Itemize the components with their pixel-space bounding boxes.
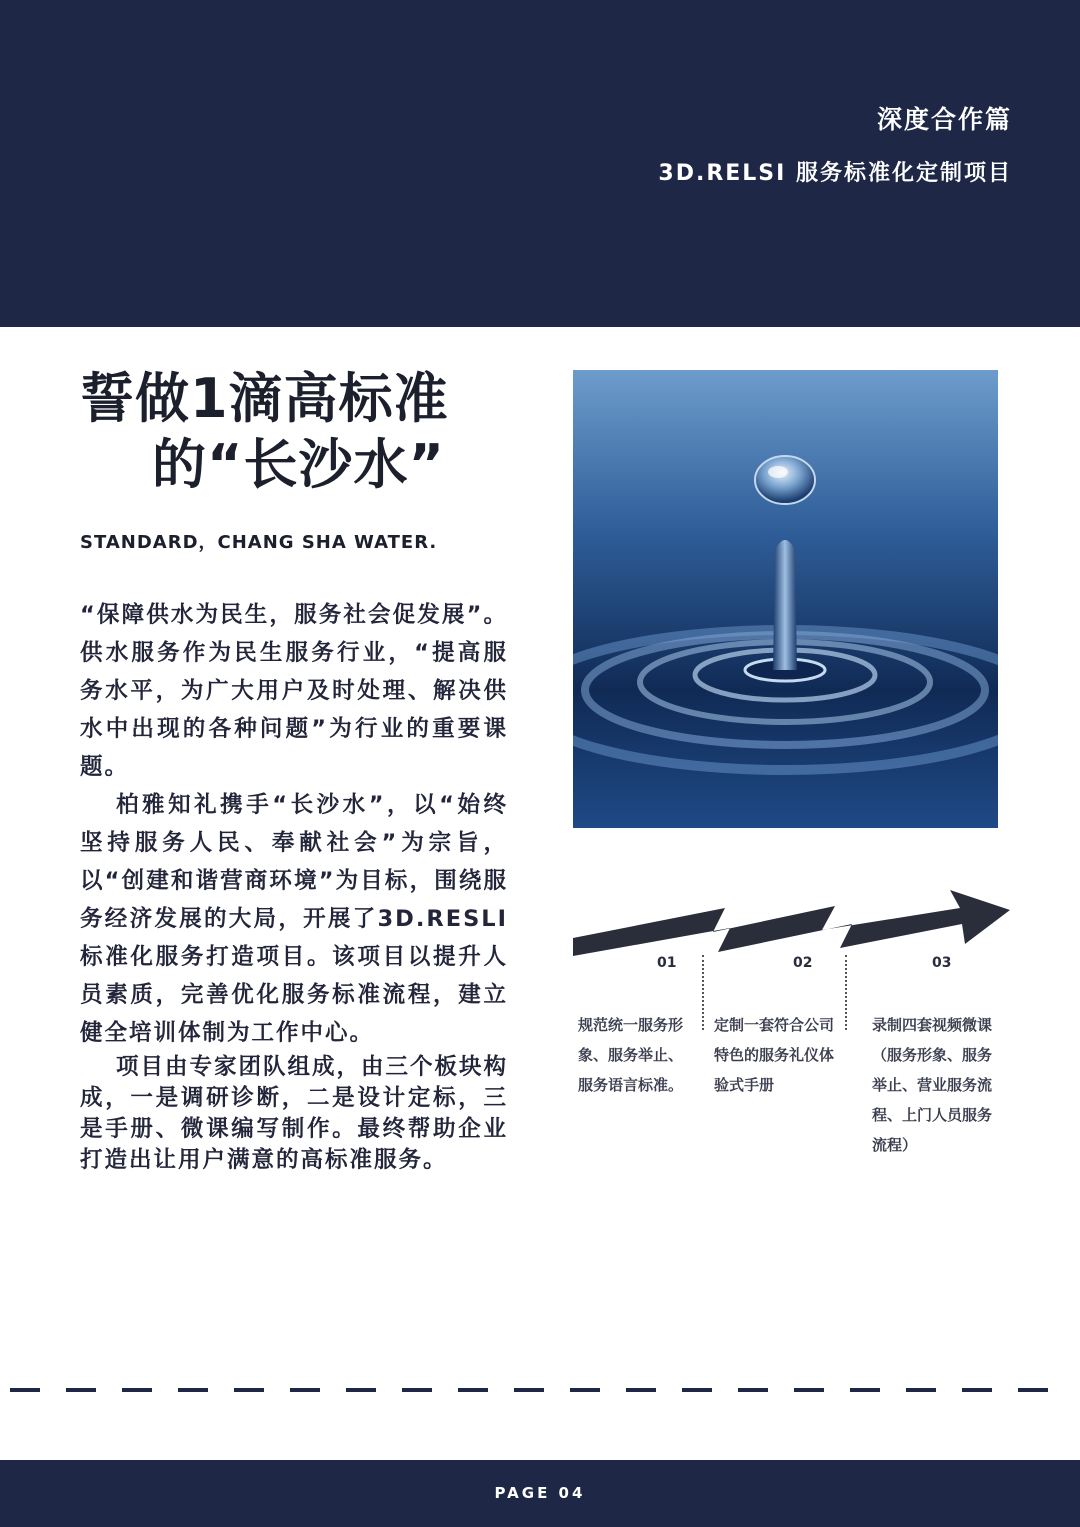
footer-bar [0, 1460, 1080, 1527]
step-divider-2 [845, 955, 847, 1030]
zigzag-arrow-icon [570, 880, 1020, 960]
project-label: 3D.RELSI 服务标准化定制项目 [658, 161, 1012, 186]
title-line-2: 的“长沙水” [152, 433, 445, 496]
water-drop-photo [573, 370, 998, 828]
step-number-1: 01 [657, 955, 677, 971]
step-text-1: 规范统一服务形象、服务举止、服务语言标准。 [578, 1016, 684, 1094]
water-drop-image [573, 370, 998, 828]
progress-arrow [570, 880, 1020, 960]
body-text [80, 596, 508, 1176]
step-divider-1 [702, 955, 704, 1030]
paragraph-1: “保障供水为民生，服务社会促发展”。供水服务作为民生服务行业，“提高服务水平，为广大用户及时处理、解决供水中出现的各种问题”为行业的重要课题。 [80, 602, 508, 780]
page-number: PAGE 04 [494, 1484, 586, 1502]
header-banner [0, 0, 1080, 327]
dashed-divider [10, 1388, 1070, 1392]
step-number-3: 03 [932, 955, 952, 971]
step-number-2: 02 [793, 955, 813, 971]
title-line-1: 誓做1滴高标准 [80, 367, 449, 430]
paragraph-3: 项目由专家团队组成，由三个板块构成，一是调研诊断，二是设计定标，三是手册、微课编写制作。最终帮助企业打造出让用户满意的高标准服务。 [80, 1054, 509, 1173]
step-text-3: 录制四套视频微课（服务形象、服务举止、营业服务流程、上门人员服务流程） [872, 1016, 993, 1154]
paragraph-2: 柏雅知礼携手“长沙水”，以“始终坚持服务人民、奉献社会”为宗旨，以“创建和谐营商环境”为目标，围绕服务经济发展的大局，开展了3D.RESLI 标准化服务打造项目。该项目以提升人员素质，完善优化服务标准流程，建立健全培训体制为工作中心。 [80, 792, 508, 1046]
subtitle: STANDARD，CHANG SHA WATER. [80, 532, 438, 553]
category-label: 深度合作篇 [876, 105, 1012, 134]
step-text-2: 定制一套符合公司特色的服务礼仪体验式手册 [714, 1016, 835, 1094]
page-title [80, 366, 449, 498]
